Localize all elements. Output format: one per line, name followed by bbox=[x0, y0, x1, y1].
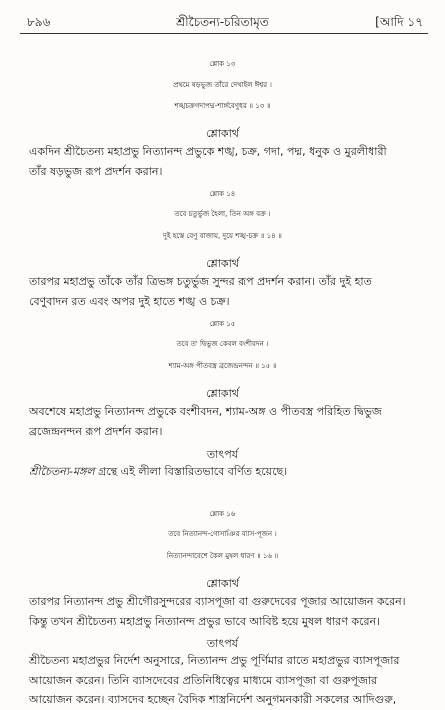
translation-13-line-1: একদিন শ্রীচৈতন্য মহাপ্রভু নিত্যানন্দ প্রভুকে শঙ্খ, চক্র, গদা, পদ্ম, ধনুক ও মুরলীধারী bbox=[29, 145, 387, 158]
translation-label-15: শ্লোকার্থ bbox=[206, 387, 239, 400]
chapter-marker: [আদি ১৭ bbox=[375, 15, 423, 29]
translation-16-line-1: তারপর নিত্যানন্দ প্রভু শ্রীগৌরসুন্দরের ব্যাসপূজা বা গুরুদেবের পূজার আয়োজন করেন। bbox=[29, 595, 406, 608]
translation-13 bbox=[29, 142, 429, 181]
purport-15 bbox=[29, 462, 429, 482]
translation-14 bbox=[29, 272, 429, 311]
translation-14-line-2: বেণুবাদন রত এবং অপর দুই হাতে শঙ্খ ও চক্র। bbox=[29, 294, 230, 308]
purport-label-15: তাৎপর্য bbox=[206, 448, 239, 461]
translation-16 bbox=[29, 592, 429, 631]
verse-heading-16: শ্লোক ১৬ bbox=[209, 510, 236, 518]
translation-label-13: শ্লোকার্থ bbox=[206, 127, 239, 140]
page-number: ৮৯৬ bbox=[27, 15, 51, 29]
translation-label-16: শ্লোকার্থ bbox=[206, 577, 239, 590]
verse-15-line-2: শ্যাম-অঙ্গ পীতবস্ত্র ব্রজেন্দ্রনন্দন ॥ ১৫ ॥ bbox=[168, 362, 277, 370]
translation-15-line-1: অবশেষে মহাপ্রভু নিত্যানন্দ প্রভুকে বংশীবদন, শ্যাম-অঙ্গ ও পীতবস্ত্র পরিহিত দ্বিভুজ bbox=[29, 405, 382, 418]
purport-16-line-2: আয়োজন করেন। তিনি ব্যাসদেবের প্রতিনিধিত্বের মাধ্যমে ব্যাসপূজা বা গুরুপূজার bbox=[29, 673, 378, 687]
purport-16-line-3: আয়োজন করেন। ব্যাসদেব হচ্ছেন বৈদিক শাস্ত্রনির্দেশ অনুগমনকারী সকলের আদিগুরু, bbox=[29, 693, 397, 706]
purport-15-text: গ্রন্থে এই লীলা বিস্তারিতভাবে বর্ণিত হয়েছে। bbox=[94, 465, 288, 478]
purport-label-16: তাৎপর্য bbox=[206, 637, 239, 650]
book-title: শ্রীচৈতন্য-মঙ্গল bbox=[29, 465, 95, 478]
translation-15-line-2: ব্রজেন্দ্রনন্দন রূপ প্রদর্শন করান। bbox=[29, 424, 163, 438]
verse-heading-14: শ্লোক ১৪ bbox=[209, 190, 236, 198]
verse-16-line-2: নিত্যানন্দাবেশে কৈল মুষল ধারণ ॥ ১৬ ॥ bbox=[166, 552, 279, 560]
verse-13-line-1: প্রথমে ষড়ভুজ তাঁরে দেখাইল ঈশ্বর । bbox=[173, 81, 272, 89]
translation-15 bbox=[29, 402, 429, 441]
purport-16-line-1: শ্রীচৈতন্য মহাপ্রভুর নির্দেশ অনুসারে, নিত্যানন্দ প্রভু পূর্ণিমার রাতে মহাপ্রভুর ব্যাসপূজার bbox=[29, 654, 400, 667]
verse-16-line-1: তবে নিত্যানন্দ-গোসাঞির ব্যাস-পূজন । bbox=[168, 530, 277, 538]
verse-13-line-2: শঙ্খচক্রগদাপদ্ম-শার্ঙ্গবেণুধর ॥ ১৩ ॥ bbox=[174, 102, 271, 110]
running-title: শ্রীচৈতন্য-চরিতামৃত bbox=[176, 15, 269, 29]
translation-16-line-2: কিন্তু তখন শ্রীচৈতন্য মহাপ্রভু নিত্যানন্দ প্রভুর ভাবে আবিষ্ট হয়ে মুষল ধারণ করেন। bbox=[29, 614, 381, 628]
translation-14-line-1: তারপর মহাপ্রভু তাঁকে তাঁর ত্রিভঙ্গ চতুর্ভুজ সুন্দর রূপ প্রদর্শন করান। তাঁর দুই হাত bbox=[29, 275, 372, 288]
verse-14-line-1: তবে চতুর্ভুজ হৈলা, তিন অঙ্গ বক্র । bbox=[174, 210, 271, 218]
verse-heading-13: শ্লোক ১৩ bbox=[209, 60, 236, 68]
purport-16 bbox=[29, 651, 429, 710]
page-header bbox=[0, 10, 445, 34]
header-rule bbox=[20, 33, 428, 34]
verse-14-line-2: দুই হস্তে বেণু বাজায়, দুয়ে শঙ্খ-চক্র ॥ ১৪ ॥ bbox=[163, 232, 282, 240]
translation-13-line-2: তাঁর ষড়ভুজ রূপ প্রদর্শন করান। bbox=[29, 164, 163, 178]
verse-15-line-1: তবে ত' দ্বিভুজ কেবল বংশীবদন । bbox=[176, 340, 269, 348]
translation-label-14: শ্লোকার্থ bbox=[206, 257, 239, 270]
verse-heading-15: শ্লোক ১৫ bbox=[209, 320, 236, 328]
